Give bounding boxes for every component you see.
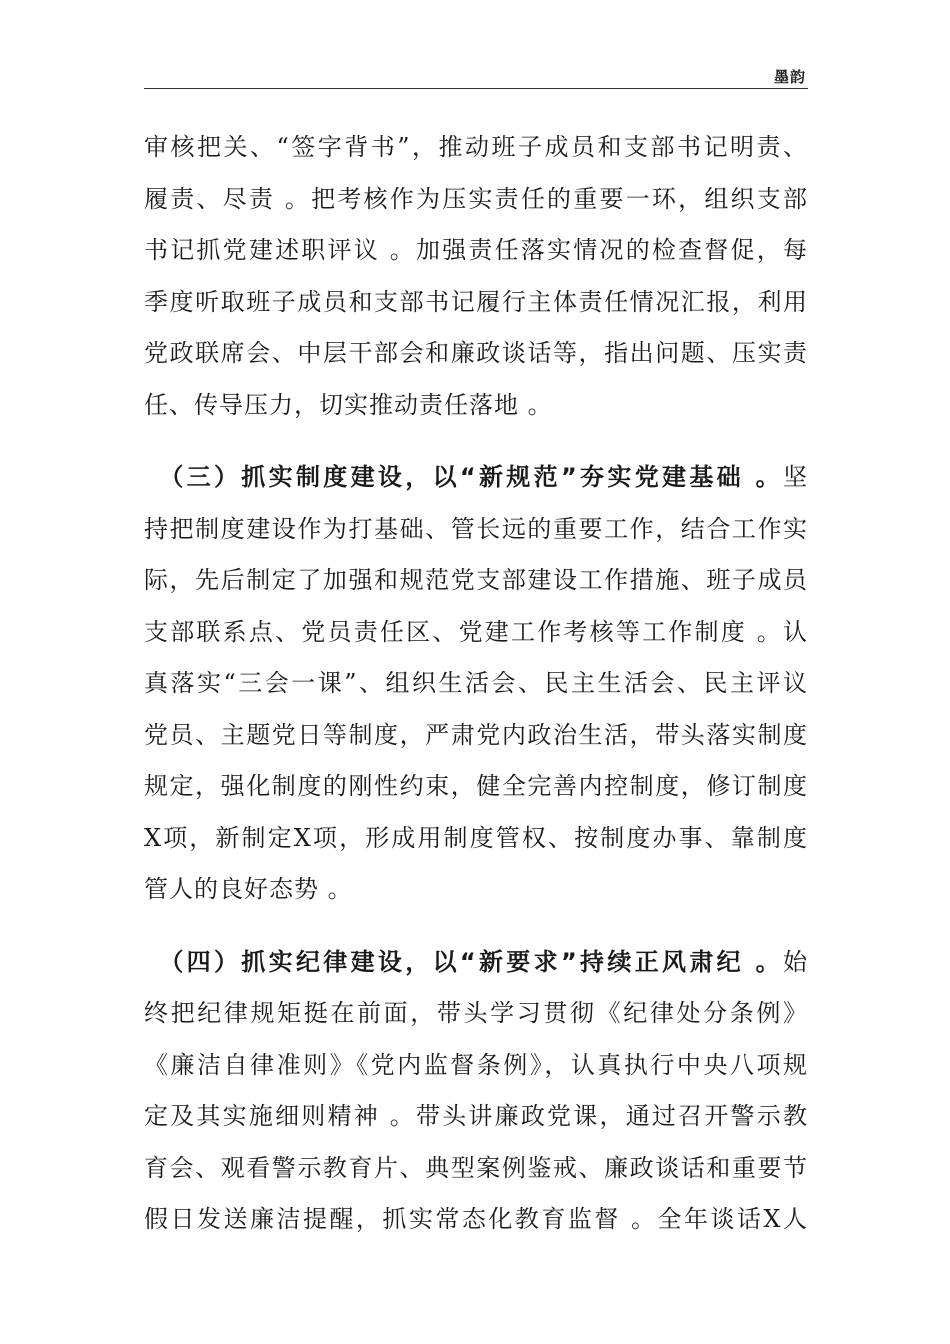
section-four-heading: （四）抓实纪律建设，以“新要求”持续正风肃纪 。 <box>171 947 783 976</box>
text-line: 党政联席会、中层干部会和廉政谈话等，指出问题、压实责 <box>144 339 808 367</box>
section-heading-line <box>144 937 808 989</box>
text-line: 规定，强化制度的刚性约束，健全完善内控制度，修订制度 <box>144 772 808 800</box>
text-line: 定及其实施细则精神 。带头讲廉政党课，通过召开警示教 <box>144 1102 808 1130</box>
text-line: 持把制度建设作为打基础、管长远的重要工作，结合工作实 <box>144 514 808 543</box>
text-run: 坚 <box>783 463 808 491</box>
paragraph-spacer <box>144 916 808 937</box>
text-line: 真落实“三会一课”、组织生活会、民主生活会、民主评议 <box>144 669 808 697</box>
text-line: 际，先后制定了加强和规范党支部建设工作措施、班子成员 <box>144 566 808 594</box>
text-line: 书记抓党建述职评议 。加强责任落实情况的检查督促，每 <box>144 236 808 264</box>
text-line: 任、传导压力，切实推动责任落地 。 <box>144 390 553 419</box>
paragraph-responsibility <box>144 122 808 431</box>
text-line: 支部联系点、党员责任区、党建工作考核等工作制度 。认 <box>144 617 808 646</box>
section-four-paragraph <box>144 937 808 1246</box>
text-line: 育会、观看警示教育片、典型案例鉴戒、廉政谈话和重要节 <box>144 1153 808 1182</box>
text-line: 审核把关、“签字背书”，推动班子成员和支部书记明责、 <box>144 133 808 161</box>
text-line: 终把纪律规矩挺在前面，带头学习贯彻《纪律处分条例》 <box>144 999 808 1027</box>
text-line: 《廉洁自律准则》《党内监督条例》，认真执行中央八项规 <box>144 1050 808 1079</box>
text-line: 管人的良好态势 。 <box>144 875 353 903</box>
text-line: 履责、尽责 。把考核作为压实责任的重要一环，组织支部 <box>144 184 808 213</box>
section-three-paragraph <box>144 452 808 916</box>
header-divider <box>144 88 808 89</box>
text-line: 党员、主题党日等制度，严肃党内政治生活，带头落实制度 <box>144 720 808 749</box>
text-line: 假日发送廉洁提醒，抓实常态化教育监督 。全年谈话X人 <box>144 1205 808 1233</box>
text-run: 始 <box>783 947 808 976</box>
paragraph-spacer <box>144 431 808 452</box>
document-body <box>144 122 808 1246</box>
text-line: 季度听取班子成员和支部书记履行主体责任情况汇报，利用 <box>144 287 808 316</box>
section-three-heading: （三）抓实制度建设，以“新规范”夯实党建基础 。 <box>171 463 783 491</box>
header-brand: 墨韵 <box>773 68 806 86</box>
section-heading-line <box>144 452 808 504</box>
text-line: X项，新制定X项，形成用制度管权、按制度办事、靠制度 <box>144 823 808 852</box>
